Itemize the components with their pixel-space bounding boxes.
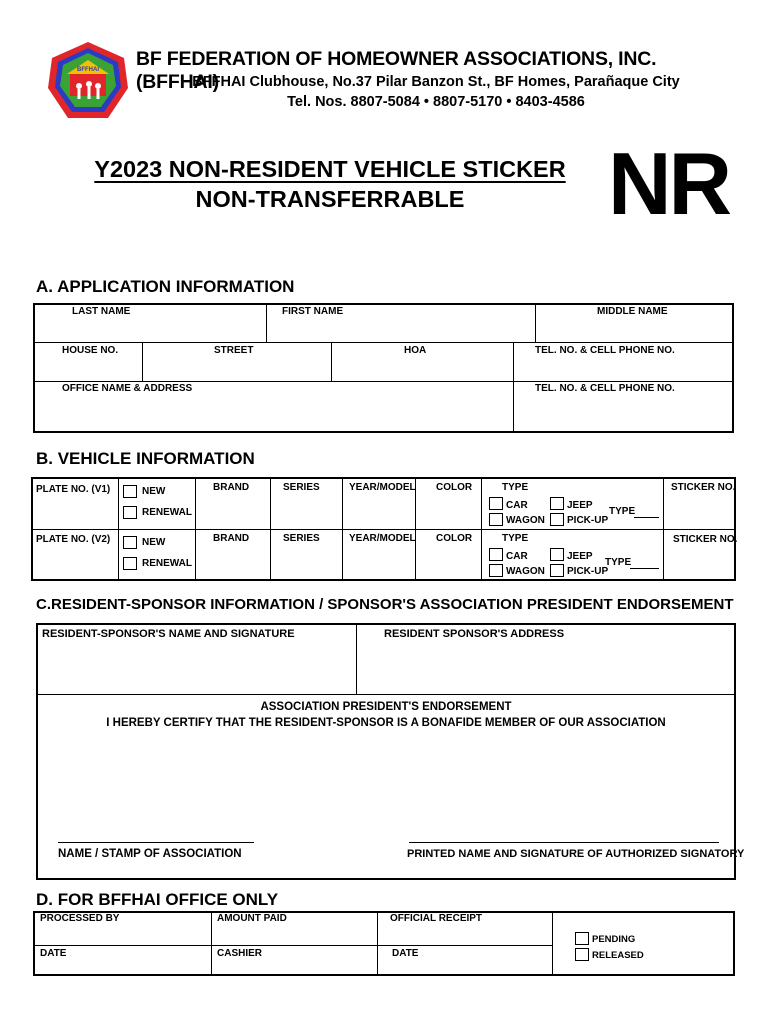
association-stamp-line[interactable]	[58, 842, 254, 843]
bffhai-logo	[46, 40, 130, 124]
color-field-v2[interactable]: COLOR	[436, 533, 473, 544]
wagon-checkbox-v1[interactable]	[489, 513, 503, 526]
car-checkbox-v2[interactable]	[489, 548, 503, 561]
series-field-v2[interactable]: SERIES	[283, 533, 320, 544]
car-checkbox-v1[interactable]	[489, 497, 503, 510]
wagon-label-v1: WAGON	[506, 515, 545, 526]
new-checkbox-v1[interactable]	[123, 485, 137, 498]
date-field-1[interactable]: DATE	[40, 948, 67, 959]
last-name-field[interactable]: LAST NAME	[72, 306, 131, 317]
signatory-line[interactable]	[409, 842, 719, 843]
sticker-no-field-v2[interactable]: STICKER NO.	[673, 534, 738, 545]
jeep-label-v2: JEEP	[567, 551, 593, 562]
renewal-label-v1: RENEWAL	[142, 507, 192, 518]
jeep-checkbox-v2[interactable]	[550, 548, 564, 561]
type-label-v1: TYPE	[502, 482, 529, 493]
jeep-checkbox-v1[interactable]	[550, 497, 564, 510]
endorsement-statement: I HEREBY CERTIFY THAT THE RESIDENT-SPONSOR IS A BONAFIDE MEMBER OF OUR ASSOCIATION	[106, 717, 666, 729]
first-name-field[interactable]: FIRST NAME	[282, 306, 344, 317]
jeep-label-v1: JEEP	[567, 500, 593, 511]
cashier-field[interactable]: CASHIER	[217, 948, 263, 959]
house-no-field[interactable]: HOUSE NO.	[62, 345, 119, 356]
office-address-field[interactable]: OFFICE NAME & ADDRESS	[62, 383, 193, 394]
pickup-label-v1: PICK-UP	[567, 515, 609, 526]
logo-text: BFFHAI	[77, 67, 99, 73]
amount-paid-field[interactable]: AMOUNT PAID	[217, 913, 287, 924]
brand-field-v2[interactable]: BRAND	[213, 533, 250, 544]
wagon-label-v2: WAGON	[506, 566, 545, 577]
section-c-title: C.RESIDENT-SPONSOR INFORMATION / SPONSOR'S ASSOCIATION PRESIDENT ENDORSEMENT	[36, 596, 734, 613]
new-checkbox-v2[interactable]	[123, 536, 137, 549]
form-subtitle: NON-TRANSFERRABLE	[195, 186, 465, 212]
hoa-field[interactable]: HOA	[404, 345, 427, 356]
renewal-checkbox-v2[interactable]	[123, 557, 137, 570]
section-d-title: D. FOR BFFHAI OFFICE ONLY	[36, 890, 279, 909]
street-field[interactable]: STREET	[214, 345, 254, 356]
car-label-v2: CAR	[506, 551, 528, 562]
signatory-label: PRINTED NAME AND SIGNATURE OF AUTHORIZED SIGNATORY	[407, 848, 745, 860]
plate-v1-field[interactable]: PLATE NO. (V1)	[36, 484, 111, 495]
section-b-title: B. VEHICLE INFORMATION	[36, 449, 255, 468]
new-label-v1: NEW	[142, 486, 166, 497]
application-info-table	[33, 303, 734, 433]
org-address: BFFHAI Clubhouse, No.37 Pilar Banzon St., BF Homes, Parañaque City	[192, 74, 680, 90]
endorsement-title: ASSOCIATION PRESIDENT'S ENDORSEMENT	[260, 701, 512, 713]
sponsor-address-field[interactable]: RESIDENT SPONSOR'S ADDRESS	[384, 628, 565, 640]
form-title-text: Y2023 NON-RESIDENT VEHICLE STICKER	[94, 156, 566, 182]
year-model-field-v1[interactable]: YEAR/MODEL	[349, 482, 416, 493]
renewal-label-v2: RENEWAL	[142, 558, 192, 569]
color-field-v1[interactable]: COLOR	[436, 482, 473, 493]
pending-label: PENDING	[592, 934, 636, 945]
sponsor-name-field[interactable]: RESIDENT-SPONSOR'S NAME AND SIGNATURE	[42, 628, 295, 640]
form-title	[60, 156, 600, 183]
date-field-2[interactable]: DATE	[392, 948, 419, 959]
pickup-checkbox-v1[interactable]	[550, 513, 564, 526]
type-other-label-v1: TYPE	[609, 506, 636, 517]
association-stamp-label: NAME / STAMP OF ASSOCIATION	[58, 848, 242, 860]
office-tel-field[interactable]: TEL. NO. & CELL PHONE NO.	[535, 383, 675, 394]
brand-field-v1[interactable]: BRAND	[213, 482, 250, 493]
pickup-label-v2: PICK-UP	[567, 566, 609, 577]
year-model-field-v2[interactable]: YEAR/MODEL	[349, 533, 416, 544]
released-checkbox[interactable]	[575, 948, 589, 961]
released-label: RELEASED	[592, 950, 644, 961]
plate-v2-field[interactable]: PLATE NO. (V2)	[36, 534, 111, 545]
processed-by-field[interactable]: PROCESSED BY	[40, 913, 120, 924]
middle-name-field[interactable]: MIDDLE NAME	[597, 306, 668, 317]
section-a-title: A. APPLICATION INFORMATION	[36, 277, 295, 296]
car-label-v1: CAR	[506, 500, 528, 511]
pending-checkbox[interactable]	[575, 932, 589, 945]
series-field-v1[interactable]: SERIES	[283, 482, 320, 493]
renewal-checkbox-v1[interactable]	[123, 506, 137, 519]
pickup-checkbox-v2[interactable]	[550, 564, 564, 577]
type-other-line-v2[interactable]	[630, 568, 659, 569]
type-other-line-v1[interactable]	[634, 517, 659, 518]
tel-field[interactable]: TEL. NO. & CELL PHONE NO.	[535, 345, 675, 356]
org-name: BF FEDERATION OF HOMEOWNER ASSOCIATIONS, INC. (BFFHAI)	[136, 48, 657, 93]
nr-badge: NR	[608, 134, 730, 233]
new-label-v2: NEW	[142, 537, 166, 548]
type-label-v2: TYPE	[502, 533, 529, 544]
org-telephone: Tel. Nos. 8807-5084 • 8807-5170 • 8403-4586	[287, 94, 585, 110]
official-receipt-field[interactable]: OFFICIAL RECEIPT	[390, 913, 483, 924]
wagon-checkbox-v2[interactable]	[489, 564, 503, 577]
type-other-label-v2: TYPE	[605, 557, 632, 568]
sticker-no-field-v1[interactable]: STICKER NO.	[671, 482, 736, 493]
